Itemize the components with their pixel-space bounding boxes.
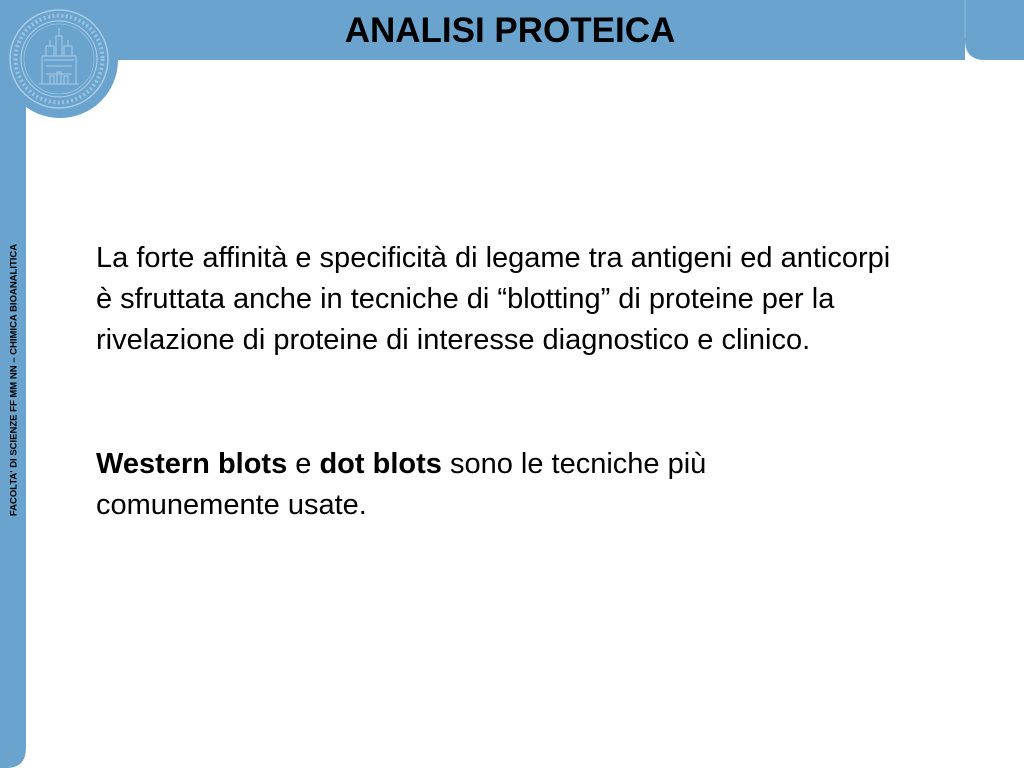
top-bar-right-corner bbox=[965, 0, 1024, 60]
techniques-rest: sono le tecniche più comunemente usate. bbox=[96, 448, 707, 521]
term-western-blots: Western blots bbox=[96, 448, 288, 480]
slide-title: ANALISI PROTEICA bbox=[344, 11, 676, 50]
term-dot-blots: dot blots bbox=[319, 448, 442, 480]
paragraph-techniques bbox=[96, 444, 856, 526]
university-seal-icon bbox=[6, 6, 112, 112]
connector-text: e bbox=[287, 448, 320, 480]
paragraph-blotting: La forte affinità e specificità di legame tra antigeni ed anticorpi è sfruttata anche in tecniche di “blotting” di proteine per la rivelazione di proteine di interesse diagnostico e clinico. bbox=[96, 242, 891, 356]
slide-content bbox=[96, 238, 926, 526]
sidebar-text: FACOLTA' DI SCIENZE FF MM NN – CHIMICA BIOANALITICA bbox=[8, 243, 20, 517]
